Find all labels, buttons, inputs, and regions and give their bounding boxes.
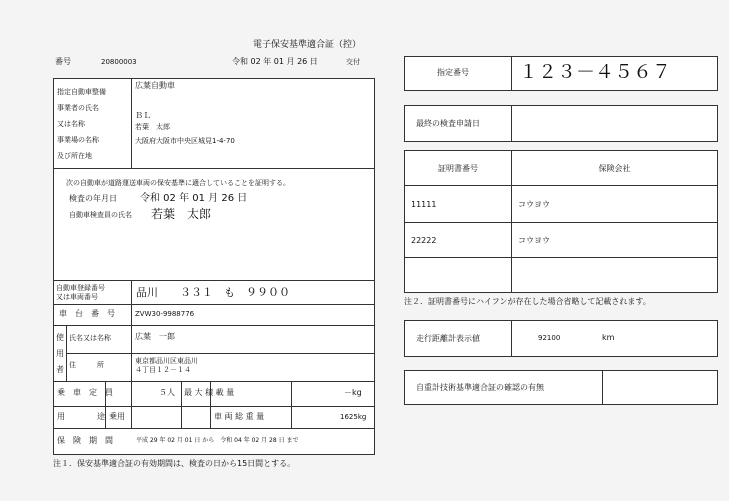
odometer-value: 92100 [538,334,561,342]
inspector-value: 若葉 太郎 [151,207,212,221]
designated-label: 指定番号 [437,68,469,77]
odometer-label: 走行距離計表示値 [416,334,480,343]
note-2: 注２．証明書番号にハイフンが存在した場合省略して記載されます。 [404,297,651,306]
chassis-value: ZVW30-9988776 [135,310,195,318]
issue-suffix: 交付 [346,58,360,66]
inspector-label: 自動車検査員の氏名 [69,211,132,219]
header-cert-number: 証明書番号 [405,151,512,186]
cert-number-cell: 11111 [405,186,512,223]
insurer-cell: コウヨウ [512,223,718,258]
table-row [405,223,718,258]
last-application-label: 最終の検査申請日 [416,119,480,128]
insurer-cell [512,258,718,293]
insurance-table [404,150,718,293]
max-load-value: －kg [344,388,362,397]
capacity-label: 乗 車 定 員 [57,388,113,397]
usage-label: 用 途 [57,412,105,421]
owner-name: 広葉自動車 [135,81,175,90]
user-name-label: 氏名又は名称 [69,334,111,342]
gross-weight-value: 1625kg [340,413,367,421]
registration-label: 自動車登録番号 又は車両番号 [56,284,105,301]
insurance-label: 保 険 期 間 [57,436,113,445]
odometer-unit: km [602,333,615,342]
table-row [405,186,718,223]
insurer-cell: コウヨウ [512,186,718,223]
inspection-date-value: 令和 02 年 01 月 26 日 [140,193,248,204]
chassis-label: 車 台 番 号 [59,309,115,318]
statement-text: 次の自動車が道路運送車両の保安基準に適合していることを証明する。 [66,179,290,187]
designated-value: １２３－４５６７ [519,61,672,83]
user-side-label: 使 用 者 [56,333,64,374]
owner-labels: 指定自動車整備 事業者の氏名 又は名称 事業場の名称 及び所在地 [57,88,106,160]
self-tech-label: 自重計技術基準適合証の確認の有無 [416,383,544,392]
registration-value: 品川 ３３１ も ９９００ [136,286,290,299]
insurance-value: 平成 29 年 02 月 01 日 から 令和 04 年 02 月 28 日 まで [136,437,299,444]
header-insurer: 保険会社 [512,151,718,186]
number-label: 番号 [55,57,71,66]
cert-number-cell [405,258,512,293]
user-address-label: 住 所 [69,361,104,369]
table-row [405,258,718,293]
inspection-date-label: 検査の年月日 [69,194,117,203]
owner-bl: ＢＬ [135,111,151,120]
usage-value: 乗用 [109,412,125,421]
max-load-label: 最 大 積 載 量 [184,388,235,397]
note-1: 注１．保安基準適合証の有効期間は、検査の日から15日間とする。 [53,459,296,468]
owner-address: 大阪府大阪市中央区城見1-4-70 [135,137,235,145]
number-value: 20800003 [101,58,137,66]
capacity-value: ５人 [159,388,175,397]
document-title: 電子保安基準適合証（控） [253,40,362,50]
user-name-value: 広葉 一郎 [135,332,175,341]
issue-date: 令和 02 年 01 月 26 日 [232,57,318,66]
owner-person: 若葉 太郎 [135,123,170,131]
cert-number-cell: 22222 [405,223,512,258]
gross-weight-label: 車 両 総 重 量 [214,412,265,421]
user-address-value: 東京都品川区東品川 ４丁目１２－１４ [135,357,198,374]
